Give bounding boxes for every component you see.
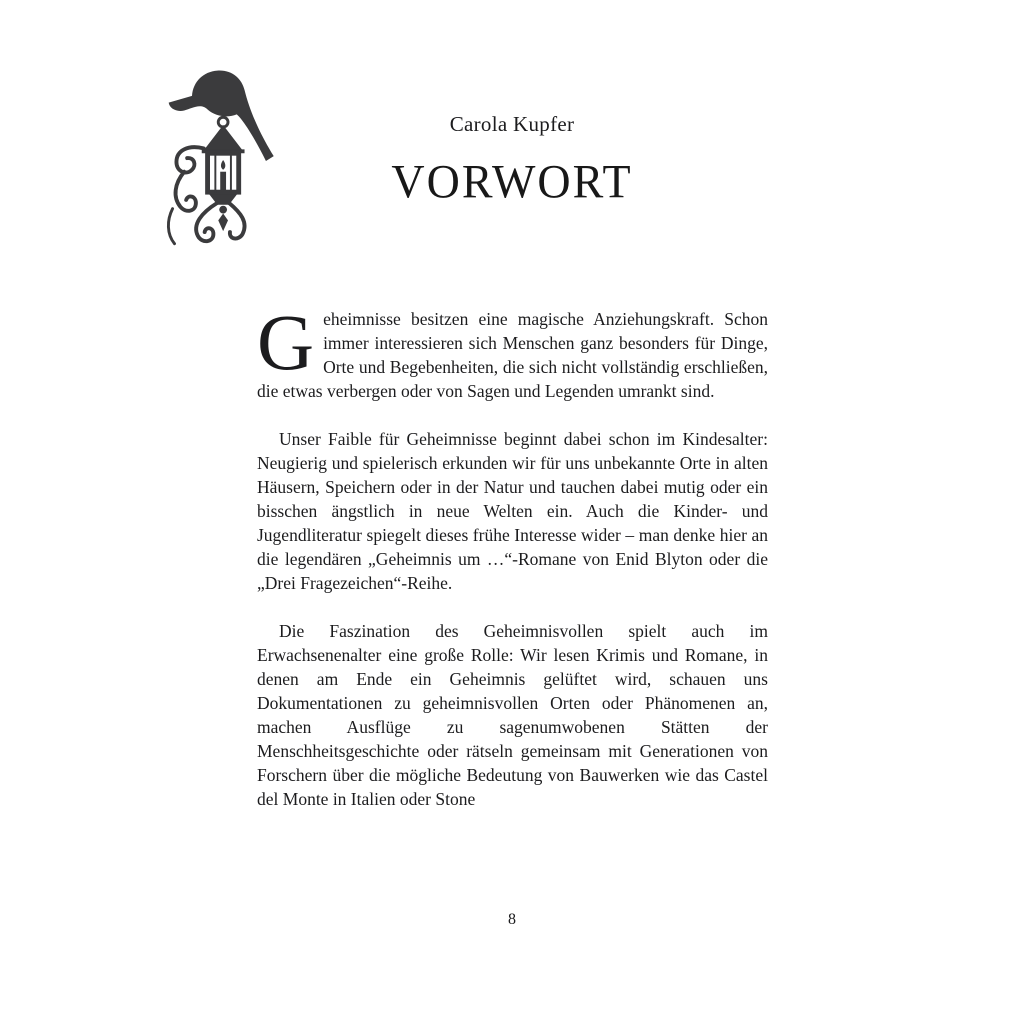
chapter-header xyxy=(0,112,1024,208)
paragraph-3: Die Faszination des Geheimnisvollen spielt auch im Erwachsenenalter eine große Rolle: Wir lesen Krimis und Romane, in denen am Ende ein Geheimnis gelüftet wird, schauen uns Dokumentationen zu geheimnisvollen Orten oder Phänomenen an, machen Ausflüge zu sagenumwobenen Stätten der Menschheitsgeschichte oder rätseln gemeinsam mit Generationen von Forschern über die mögliche Bedeutung von Bauwerken wie das Castel del Monte in Italien oder Stone xyxy=(257,621,768,809)
paragraph-1-text: eheimnisse besitzen eine magische Anziehungskraft. Schon immer interessieren sich Menschen ganz besonders für Dinge, Orte und Begebenheiten, die sich nicht vollständig erschließen, die etwas verbergen oder von Sagen und Legenden umrankt sind. xyxy=(257,309,768,401)
page-number: 8 xyxy=(508,911,516,928)
preface-text xyxy=(257,300,768,835)
paragraph-2: Unser Faible für Geheimnisse beginnt dabei schon im Kindesalter: Neugierig und spielerisch erkunden wir für uns unbekannte Orte in alten Häusern, Speichern oder in der Natur und tauchen dabei mutig oder ein bisschen ängstlich in neue Welten ein. Auch die Kinder- und Jugendliteratur spiegelt dieses frühe Interesse wider – man denke hier an die legendären „Geheimnis um …“-Romane von Enid Blyton oder die „Drei Fragezeichen“-Reihe. xyxy=(257,429,768,593)
dropcap-letter: G xyxy=(257,300,315,387)
page-title: VORWORT xyxy=(391,154,633,209)
author-name: Carola Kupfer xyxy=(449,112,575,136)
paragraph-1 xyxy=(257,300,768,403)
